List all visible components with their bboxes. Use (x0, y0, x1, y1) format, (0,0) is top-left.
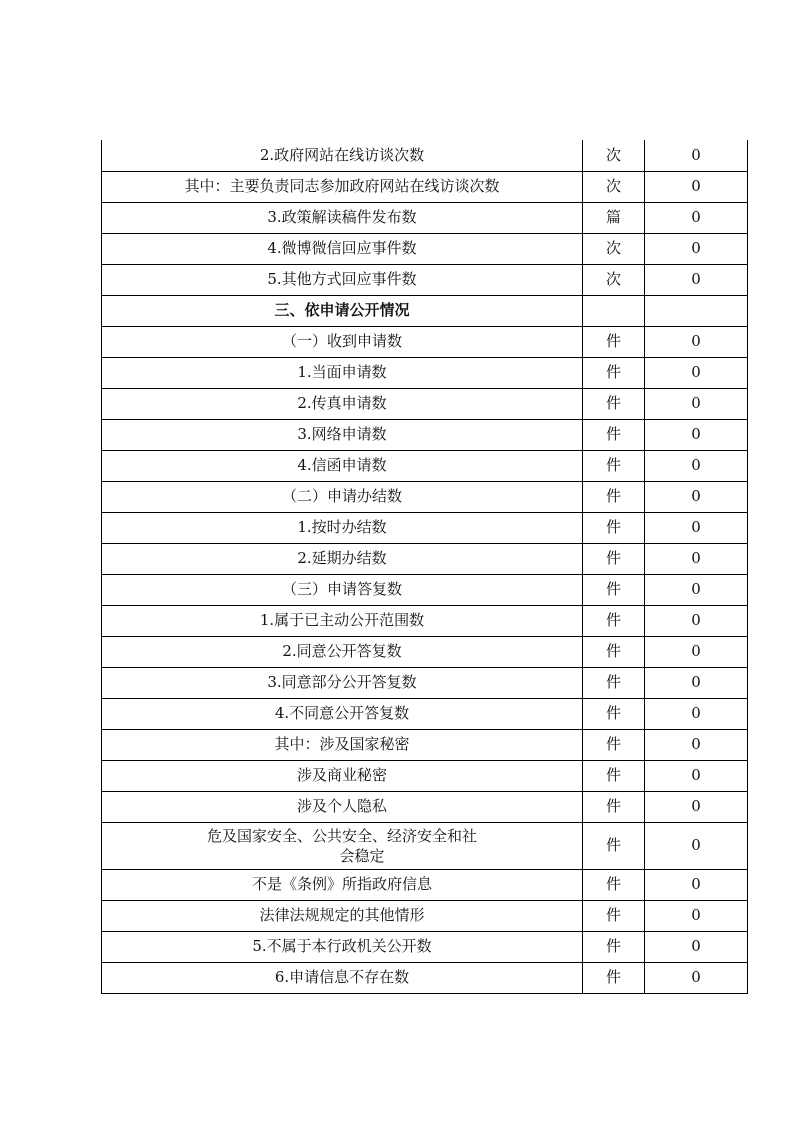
row-value: 0 (645, 357, 748, 388)
row-value: 0 (645, 636, 748, 667)
row-value: 0 (645, 419, 748, 450)
row-item: 5.其他方式回应事件数 (102, 264, 583, 295)
row-unit: 次 (583, 171, 645, 202)
row-value: 0 (645, 140, 748, 171)
row-item: 涉及商业秘密 (102, 760, 583, 791)
row-unit: 件 (583, 419, 645, 450)
row-unit: 件 (583, 698, 645, 729)
row-unit: 件 (583, 729, 645, 760)
row-item: 1.按时办结数 (102, 512, 583, 543)
table-row (102, 481, 748, 512)
row-unit: 件 (583, 543, 645, 574)
row-unit: 件 (583, 822, 645, 869)
row-value: 0 (645, 791, 748, 822)
row-unit: 件 (583, 931, 645, 962)
table-row (102, 931, 748, 962)
row-item: 涉及个人隐私 (102, 791, 583, 822)
statistics-table (101, 140, 748, 994)
row-unit: 件 (583, 962, 645, 993)
table-row (102, 388, 748, 419)
table-row (102, 233, 748, 264)
table-row (102, 543, 748, 574)
row-unit: 件 (583, 636, 645, 667)
row-item: 6.申请信息不存在数 (102, 962, 583, 993)
row-item: 不是《条例》所指政府信息 (102, 869, 583, 900)
table-row (102, 869, 748, 900)
table-row (102, 357, 748, 388)
row-unit: 篇 (583, 202, 645, 233)
row-item: 2.政府网站在线访谈次数 (102, 140, 583, 171)
row-item: 3.政策解读稿件发布数 (102, 202, 583, 233)
table-row (102, 264, 748, 295)
row-value: 0 (645, 481, 748, 512)
row-value: 0 (645, 264, 748, 295)
table-row (102, 171, 748, 202)
row-value: 0 (645, 900, 748, 931)
row-unit: 件 (583, 791, 645, 822)
table-row (102, 791, 748, 822)
row-item: （三）申请答复数 (102, 574, 583, 605)
row-value: 0 (645, 326, 748, 357)
row-unit: 件 (583, 388, 645, 419)
table-row (102, 140, 748, 171)
table-row (102, 822, 748, 869)
table-row (102, 574, 748, 605)
row-value: 0 (645, 760, 748, 791)
row-item: 4.不同意公开答复数 (102, 698, 583, 729)
row-item: 3.网络申请数 (102, 419, 583, 450)
row-value (645, 295, 748, 326)
row-value: 0 (645, 543, 748, 574)
row-value: 0 (645, 729, 748, 760)
row-unit: 件 (583, 574, 645, 605)
row-value: 0 (645, 605, 748, 636)
row-unit (583, 295, 645, 326)
row-value: 0 (645, 512, 748, 543)
row-value: 0 (645, 233, 748, 264)
row-unit: 件 (583, 667, 645, 698)
row-item: 2.延期办结数 (102, 543, 583, 574)
row-unit: 件 (583, 605, 645, 636)
row-unit: 件 (583, 512, 645, 543)
row-unit: 件 (583, 481, 645, 512)
row-value: 0 (645, 667, 748, 698)
row-unit: 次 (583, 264, 645, 295)
table-row (102, 667, 748, 698)
table-row (102, 760, 748, 791)
row-item: 2.同意公开答复数 (102, 636, 583, 667)
row-unit: 件 (583, 900, 645, 931)
row-value: 0 (645, 202, 748, 233)
row-item: 1.当面申请数 (102, 357, 583, 388)
row-item (102, 822, 583, 869)
table-row (102, 512, 748, 543)
row-unit: 次 (583, 233, 645, 264)
row-value: 0 (645, 931, 748, 962)
table-row (102, 900, 748, 931)
row-item: 法律法规规定的其他情形 (102, 900, 583, 931)
table-row (102, 450, 748, 481)
row-value: 0 (645, 171, 748, 202)
row-unit: 件 (583, 869, 645, 900)
row-item: 其中：主要负责同志参加政府网站在线访谈次数 (102, 171, 583, 202)
row-value: 0 (645, 698, 748, 729)
row-value: 0 (645, 822, 748, 869)
row-value: 0 (645, 962, 748, 993)
row-item: 2.传真申请数 (102, 388, 583, 419)
table-row (102, 202, 748, 233)
table-row (102, 962, 748, 993)
section-title: 三、依申请公开情况 (102, 295, 583, 326)
row-value: 0 (645, 574, 748, 605)
row-unit: 次 (583, 140, 645, 171)
row-item-line-2: 会稳定 (339, 846, 385, 865)
table-row (102, 636, 748, 667)
row-value: 0 (645, 450, 748, 481)
table-row (102, 419, 748, 450)
table-row (102, 605, 748, 636)
row-item: （一）收到申请数 (102, 326, 583, 357)
row-item: 5.不属于本行政机关公开数 (102, 931, 583, 962)
row-item-line-1: 危及国家安全、公共安全、经济安全和社 (206, 826, 477, 845)
row-item: 4.微博微信回应事件数 (102, 233, 583, 264)
section-header-row (102, 295, 748, 326)
row-item: （二）申请办结数 (102, 481, 583, 512)
row-unit: 件 (583, 450, 645, 481)
row-item: 4.信函申请数 (102, 450, 583, 481)
row-item: 其中：涉及国家秘密 (102, 729, 583, 760)
row-unit: 件 (583, 326, 645, 357)
row-value: 0 (645, 388, 748, 419)
table-row (102, 326, 748, 357)
row-value: 0 (645, 869, 748, 900)
row-item: 1.属于已主动公开范围数 (102, 605, 583, 636)
row-unit: 件 (583, 760, 645, 791)
row-item: 3.同意部分公开答复数 (102, 667, 583, 698)
row-unit: 件 (583, 357, 645, 388)
table-row (102, 698, 748, 729)
table-row (102, 729, 748, 760)
